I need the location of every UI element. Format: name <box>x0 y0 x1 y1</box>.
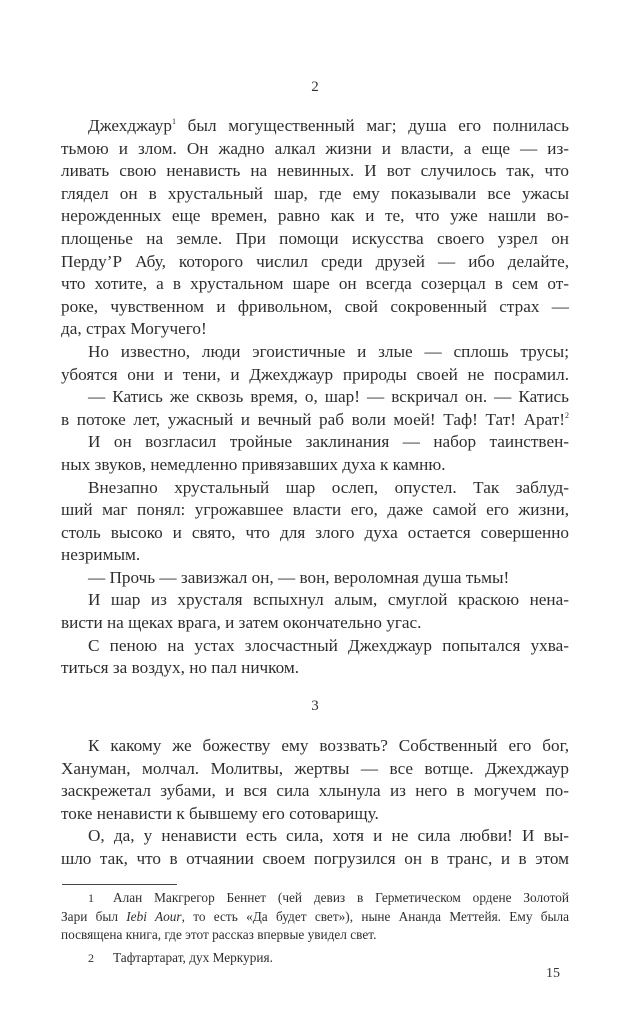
section-number: 2 <box>311 79 319 95</box>
footnote-ref[interactable]: 1 <box>171 117 176 126</box>
text-line: глядел он в хрустальный шар, где ему показывали все ужасы <box>61 183 569 203</box>
text-line: — Прочь — завизжал он, — вон, вероломная душа тьмы! <box>88 567 510 587</box>
footnote-line <box>61 949 569 968</box>
footnote-ref[interactable]: 2 <box>565 410 569 420</box>
paragraph <box>61 115 569 341</box>
text-line: незримым. <box>61 545 141 565</box>
text-line: заскрежетал зубами, и вся сила хлынула из него в могучем по- <box>61 781 569 801</box>
page-number: 15 <box>546 966 560 981</box>
text-line: И шар из хрусталя вспыхнул алым, смуглой краскою нена- <box>88 590 569 610</box>
paragraph <box>61 477 569 567</box>
text-line: убоятся они и тени, и Джехджаур природы своей не посрамил. <box>61 364 569 384</box>
text-line: столь высоко и свято, что для злого духа остается совершенно <box>61 522 569 542</box>
text-line: И он возгласил тройные заклинания — набор таинствен- <box>88 432 569 452</box>
text-line: ливать свою ненависть на невинных. И вот случилось так, что <box>61 161 569 181</box>
footnote-italic-text: Iebi Aour <box>126 908 182 924</box>
text-line: О, да, у ненависти есть сила, хотя и не сила любви! И вы- <box>88 826 569 846</box>
footnote-text: Зари был <box>61 908 127 924</box>
text-line: да, страх Могучего! <box>61 319 207 339</box>
text-line: Но известно, люди эгоистичные и злые — сплошь трусы; <box>88 341 569 361</box>
paragraph <box>61 825 569 870</box>
footnote-number: 2 <box>88 950 94 965</box>
text-line: ший маг понял: угрожавшее власти его, даже самой его жизни, <box>61 500 569 520</box>
footnote-line <box>61 889 569 908</box>
text-line: нерожденных еще времен, равно как и те, что уже нашли во- <box>61 206 569 226</box>
footnote-text: Алан Макгрегор Беннет (чей девиз в Герметическом ордене Золотой <box>113 890 569 905</box>
text-fragment: был могущественный маг; душа его полнилась <box>175 116 569 135</box>
text-line: — Катись же сквозь время, о, шар! — вскричал он. — Катись <box>88 387 569 407</box>
footnote-text: , то есть «Да будет свет»), ныне Ананда Меттейя. Ему была <box>181 908 570 924</box>
section-3-body <box>61 735 569 871</box>
text-line: К какому же божеству ему воззвать? Собственный его бог, <box>88 736 569 755</box>
text-line: тьмою и злом. Он жадно алкал жизни и власти, а еще — из- <box>61 138 569 158</box>
paragraph <box>61 431 569 476</box>
footnote-line: посвящена книга, где этот рассказ впервые увидел свет. <box>61 927 377 942</box>
paragraph <box>61 589 569 634</box>
paragraph <box>61 635 569 680</box>
text-line: Внезапно хрустальный шар ослеп, опустел. Так заблуд- <box>88 477 569 497</box>
text-line: токе ненависти к бывшему его сотоварищу. <box>61 803 379 823</box>
text-line: С пеною на устах злосчастный Джехджаур попытался ухва- <box>88 635 569 655</box>
footnote-number: 1 <box>88 891 94 905</box>
text-line: шло так, что в отчаянии своем погрузился он в транс, и в этом <box>61 848 569 868</box>
footnote-separator <box>62 884 177 885</box>
footnote-text: Тафтартарат, дух Меркурия. <box>113 949 273 965</box>
text-line: висти на щеках врага, и затем окончательно угас. <box>61 613 422 633</box>
section-2-body <box>61 115 569 680</box>
text-line <box>61 115 569 138</box>
footnotes <box>61 889 569 967</box>
text-line: площенье на земле. При помощи искусства своего узрел он <box>61 228 569 248</box>
footnote <box>61 889 569 945</box>
text-line <box>61 409 569 432</box>
text-fragment: в потоке лет, ужасный и вечный раб воли моей! Таф! Тат! Арат! <box>61 409 565 429</box>
text-line: Хануман, молчал. Молитвы, жертвы — все вотще. Джехджаур <box>61 758 569 778</box>
paragraph <box>61 735 569 825</box>
text-line: ных звуков, немедленно привязавших духа к камню. <box>61 454 446 474</box>
paragraph <box>61 567 569 590</box>
footnote-line <box>61 908 569 927</box>
text-line: Перду’Р Абу, которого числил среди друзей — ибо делайте, <box>61 251 569 271</box>
section-number: 3 <box>311 698 319 714</box>
text-line: что хотите, а в хрустальном шаре он всегда созерцал в сем от- <box>61 274 569 294</box>
text-fragment: Джехджаур <box>88 116 172 135</box>
footnote <box>61 949 569 968</box>
paragraph <box>61 386 569 431</box>
text-line: роке, чувственном и фривольном, свой сокровенный страх — <box>61 296 569 316</box>
text-line: титься за воздух, но пал ничком. <box>61 658 300 678</box>
paragraph <box>61 341 569 386</box>
